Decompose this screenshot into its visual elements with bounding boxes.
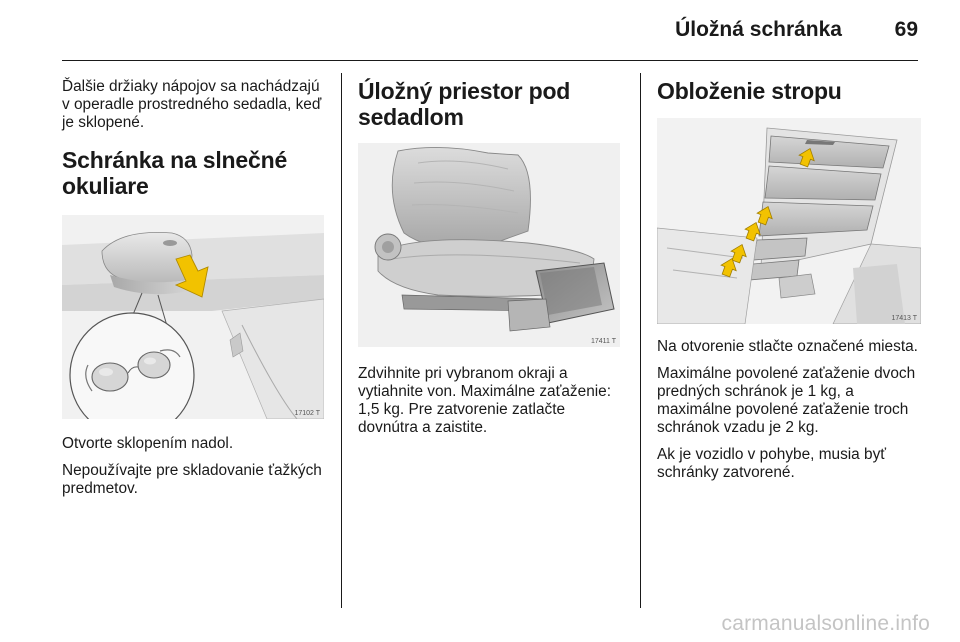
column-divider-right [640, 73, 641, 608]
figure-code: 17102 T [294, 410, 320, 417]
heading-roof-lining: Obloženie stropu [657, 78, 842, 104]
header-rule [62, 60, 918, 61]
column-divider-left [341, 73, 342, 608]
instruction-open: Otvorte sklopením nadol. [62, 435, 234, 452]
watermark: carmanualsonline.info [721, 612, 930, 635]
roof-load-limits: Maximálne povolené zaťaženie dvoch predných schránok je 1 kg, a maximálne povolené zaťaženie troch schránok vzadu je 2 kg. [657, 365, 916, 436]
roof-drive-warning: Ak je vozidlo v pohybe, musia byť schránky zatvorené. [657, 446, 887, 481]
heading-under-seat-storage: Úložný priestor pod sedadlom [358, 78, 571, 130]
under-seat-drawing [358, 143, 620, 347]
warning-heavy-objects: Nepoužívajte pre skladovanie ťažkých predmetov. [62, 462, 322, 497]
section-title: Úložná schránka [675, 18, 842, 41]
roof-lining-drawing [657, 118, 921, 324]
page-header [0, 0, 960, 62]
column-sunglasses [62, 78, 330, 507]
roof-lining-illustration [657, 118, 921, 324]
instruction-roof-open: Na otvorenie stlačte označené miesta. [657, 338, 918, 355]
instruction-under-seat: Zdvihnite pri vybranom okraji a vytiahnite von. Maximálne zaťaženie: 1,5 kg. Pre zatvorenie zatlačte dovnútra a zaistite. [358, 365, 612, 436]
sunglasses-holder-illustration [62, 215, 324, 419]
heading-sunglasses-holder: Schránka na slnečné okuliare [62, 147, 288, 199]
column-roof-lining [657, 78, 925, 491]
intro-text: Ďalšie držiaky nápojov sa nachádzajú v operadle prostredného sedadla, keď je sklopené. [62, 78, 322, 131]
sunglasses-holder-drawing [62, 215, 324, 419]
column-under-seat [358, 78, 628, 446]
under-seat-illustration [358, 143, 620, 347]
page-number: 69 [894, 18, 918, 41]
figure-code: 17411 T [590, 338, 616, 345]
figure-code: 17413 T [891, 315, 917, 322]
